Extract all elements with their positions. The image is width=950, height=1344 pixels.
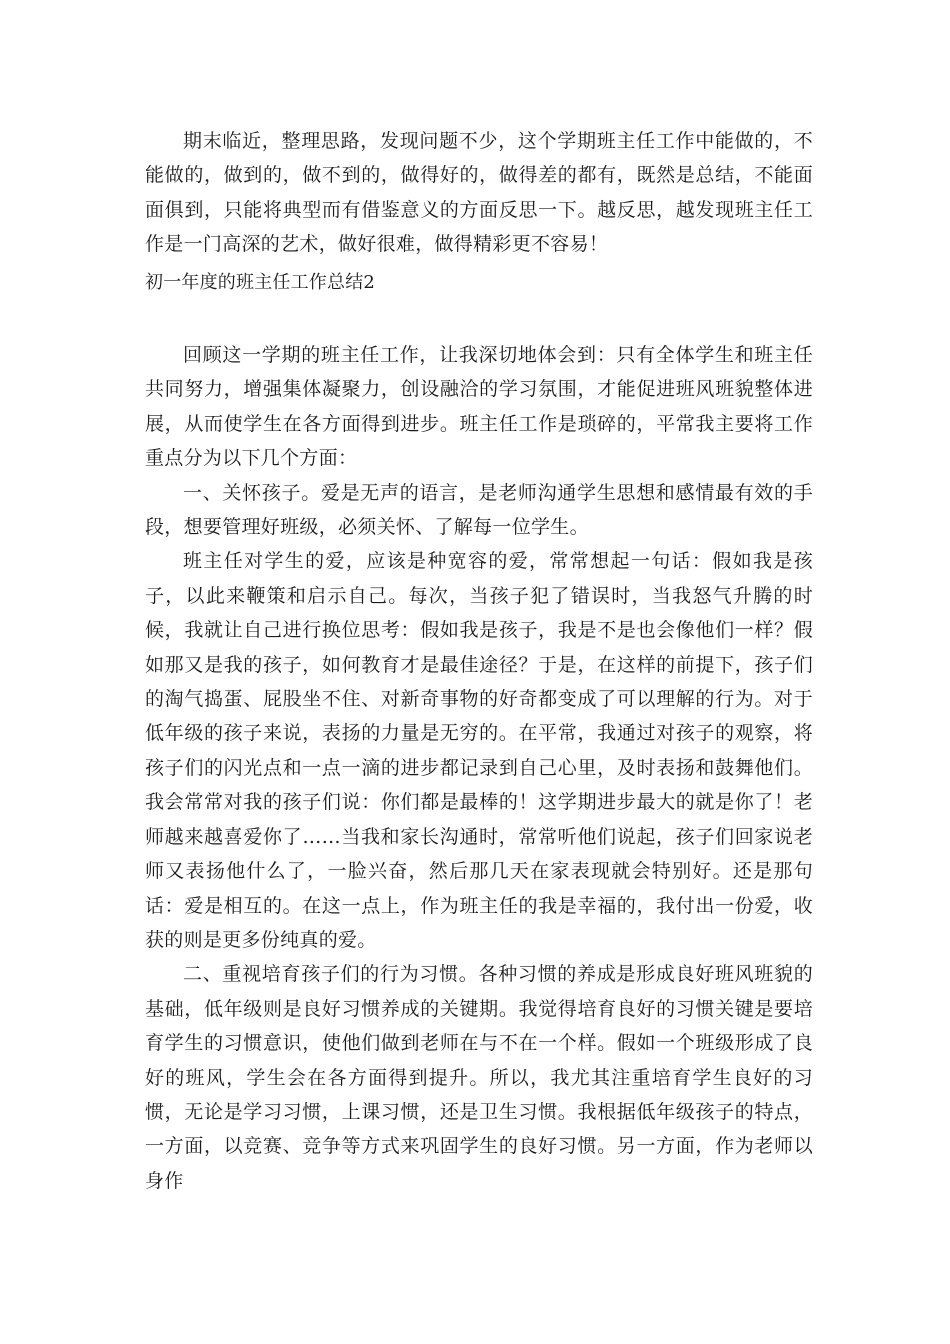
paragraph-review: 回顾这一学期的班主任工作，让我深切地体会到：只有全体学生和班主任共同努力，增强集体凝聚力，创设融洽的学习氛围，才能促进班风班貌整体进展，从而使学生在各方面得到进步。班主任工作是琐碎的，平常我主要将工作重点分为以下几个方面： <box>145 344 813 470</box>
paragraph-care: 一、关怀孩子。爱是无声的语言，是老师沟通学生思想和感情最有效的手段，想要管理好班级，必须关怀、了解每一位学生。 <box>145 481 813 539</box>
intro-paragraph: 期末临近，整理思路，发现问题不少，这个学期班主任工作中能做的，不能做的，做到的，做不到的，做得好的，做得差的都有，既然是总结，不能面面俱到，只能将典型而有借鉴意义的方面反思一下。越反思，越发现班主任工作是一门高深的艺术，做好很难，做得精彩更不容易！ <box>145 130 813 256</box>
paragraph-habits: 二、重视培育孩子们的行为习惯。各种习惯的养成是形成良好班风班貌的基础，低年级则是良好习惯养成的关键期。我觉得培育良好的习惯关键是要培育学生的习惯意识，使他们做到老师在与不在一个样。假如一个班级形成了良好的班风，学生会在各方面得到提升。所以，我尤其注重培育学生良好的习惯，无论是学习习惯，上课习惯，还是卫生习惯。我根据低年级孩子的特点，一方面，以竞赛、竞争等方式来巩固学生的良好习惯。另一方面，作为老师以身作 <box>145 963 813 1192</box>
section-title: 初一年度的班主任工作总结2 <box>145 272 376 293</box>
paragraph-tolerant-love: 班主任对学生的爱，应该是种宽容的爱，常常想起一句话：假如我是孩子，以此来鞭策和启示自己。每次，当孩子犯了错误时，当我怒气升腾的时候，我就让自己进行换位思考：假如我是孩子，我是不是也会像他们一样？假如那又是我的孩子，如何教育才是最佳途径？于是，在这样的前提下，孩子们的淘气捣蛋、屁股坐不住、对新奇事物的好奇都变成了可以理解的行为。对于低年级的孩子来说，表扬的力量是无穷的。在平常，我通过对孩子的观察，将孩子们的闪光点和一点一滴的进步都记录到自己心里，及时表扬和鼓舞他们。我会常常对我的孩子们说：你们都是最棒的！这学期进步最大的就是你了！老师越来越喜爱你了……当我和家长沟通时，常常听他们说起，孩子们回家说老师又表扬他什么了，一脸兴奋，然后那几天在家表现就会特别好。还是那句话：爱是相互的。在这一点上，作为班主任的我是幸福的，我付出一份爱，收获的则是更多份纯真的爱。 <box>145 550 813 951</box>
intro-text-block <box>145 124 813 262</box>
body-text-block <box>145 338 813 1198</box>
